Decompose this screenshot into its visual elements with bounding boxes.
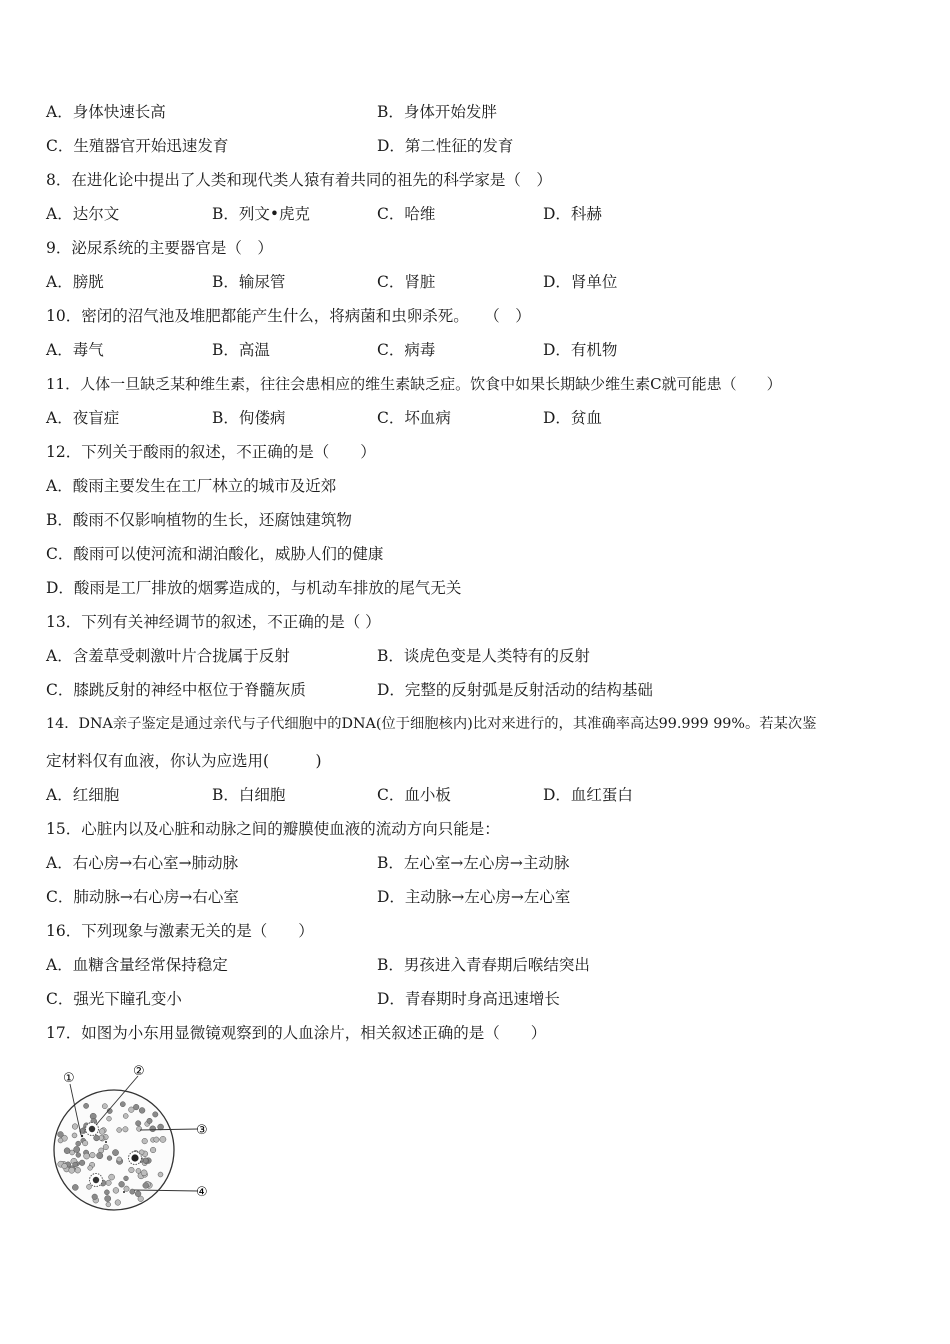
option-d: D．第二性征的发育	[377, 137, 514, 155]
red-blood-cell	[154, 1137, 159, 1142]
option-a: A．毒气	[46, 341, 104, 359]
red-blood-cell	[158, 1124, 164, 1130]
option-d: D．青春期时身高迅速增长	[377, 990, 560, 1008]
red-blood-cell	[117, 1128, 122, 1133]
red-blood-cell	[120, 1102, 125, 1107]
red-blood-cell	[106, 1180, 111, 1185]
red-blood-cell	[129, 1167, 135, 1173]
option-d: D．科赫	[543, 205, 602, 223]
red-blood-cell	[84, 1103, 89, 1108]
white-blood-cell	[90, 1174, 103, 1187]
red-blood-cell	[129, 1107, 135, 1113]
red-blood-cell	[69, 1167, 75, 1173]
question-stem: 17．如图为小东用显微镜观察到的人血涂片，相关叙述正确的是（ ）	[46, 1024, 547, 1042]
question-stem: 12．下列关于酸雨的叙述，不正确的是（ ）	[46, 443, 376, 461]
option-d: D．有机物	[543, 341, 618, 359]
option-c: C．酸雨可以使河流和湖泊酸化，威胁人们的健康	[46, 545, 384, 563]
red-blood-cell	[139, 1108, 145, 1114]
option-a: A．膀胱	[46, 273, 104, 291]
red-blood-cell	[79, 1160, 85, 1166]
option-a: A．达尔文	[46, 205, 120, 223]
red-blood-cell	[153, 1112, 158, 1117]
red-blood-cell	[143, 1183, 149, 1189]
option-b: B．白细胞	[212, 786, 286, 804]
red-blood-cell	[99, 1129, 105, 1135]
red-blood-cell	[137, 1126, 142, 1131]
option-b: B．佝偻病	[212, 409, 286, 427]
option-b: B．谈虎色变是人类特有的反射	[377, 647, 590, 665]
red-blood-cell	[150, 1126, 156, 1132]
red-blood-cell	[72, 1184, 78, 1190]
option-c: C．哈维	[377, 205, 436, 223]
red-blood-cell	[124, 1186, 129, 1191]
red-blood-cell	[72, 1124, 78, 1130]
red-blood-cell	[117, 1157, 122, 1162]
red-blood-cell	[150, 1147, 156, 1153]
question-stem: 13．下列有关神经调节的叙述，不正确的是（ ）	[46, 613, 381, 631]
option-b: B．列文•虎克	[212, 205, 311, 223]
red-blood-cell	[64, 1148, 70, 1154]
label-1: ①	[63, 1071, 75, 1086]
red-blood-cell	[135, 1191, 141, 1197]
option-b: B．输尿管	[212, 273, 286, 291]
red-blood-cell	[104, 1190, 109, 1195]
red-blood-cell	[136, 1168, 141, 1173]
red-blood-cell	[92, 1194, 98, 1200]
red-blood-cell	[115, 1200, 121, 1206]
question-stem: 11．人体一旦缺乏某种维生素，往往会患相应的维生素缺乏症。饮食中如果长期缺少维生素C就可能患（ ）	[46, 375, 782, 393]
option-a: A．含羞草受刺激叶片合拢属于反射	[46, 647, 290, 665]
option-b: B．男孩进入青春期后喉结突出	[377, 956, 590, 974]
option-c: C．膝跳反射的神经中枢位于脊髓灰质	[46, 681, 306, 699]
red-blood-cell	[72, 1133, 77, 1138]
option-d: D．血红蛋白	[543, 786, 633, 804]
red-blood-cell	[84, 1153, 90, 1159]
red-blood-cell	[119, 1181, 125, 1187]
red-blood-cell	[97, 1152, 103, 1158]
red-blood-cell	[74, 1146, 80, 1152]
red-blood-cell	[123, 1114, 128, 1119]
red-blood-cell	[62, 1163, 68, 1169]
red-blood-cell	[90, 1152, 96, 1158]
label-4: ④	[196, 1185, 208, 1200]
option-c: C．肾脏	[377, 273, 436, 291]
option-d: D．完整的反射弧是反射活动的结构基础	[377, 681, 653, 699]
option-c: C．生殖器官开始迅速发育	[46, 137, 229, 155]
option-b: B．高温	[212, 341, 270, 359]
red-blood-cell	[109, 1174, 115, 1180]
option-a: A．夜盲症	[46, 409, 120, 427]
question-stem: 14．DNA亲子鉴定是通过亲代与子代细胞中的DNA(位于细胞核内)比对来进行的，其准确率高达99.999 99%。若某次鉴	[46, 716, 817, 732]
red-blood-cell	[58, 1138, 63, 1143]
question-stem: 10．密闭的沼气池及堆肥都能产生什么，将病菌和虫卵杀死。 （ ）	[46, 307, 531, 325]
red-blood-cell	[76, 1153, 81, 1158]
option-a: A．红细胞	[46, 786, 120, 804]
red-blood-cell	[58, 1132, 64, 1138]
red-blood-cell	[83, 1141, 88, 1146]
option-c: C．血小板	[377, 786, 451, 804]
red-blood-cell	[124, 1176, 129, 1181]
option-c: C．肺动脉→右心房→右心室	[46, 888, 239, 906]
white-blood-cell	[129, 1152, 142, 1165]
option-b: B．酸雨不仅影响植物的生长，还腐蚀建筑物	[46, 511, 352, 529]
label-3: ③	[196, 1123, 208, 1138]
blood-smear-svg	[46, 1062, 216, 1222]
red-blood-cell	[141, 1170, 147, 1176]
red-blood-cell	[106, 1202, 111, 1207]
red-blood-cell	[136, 1121, 141, 1126]
red-blood-cell	[143, 1158, 148, 1163]
red-blood-cell	[142, 1138, 148, 1144]
question-stem: 8．在进化论中提出了人类和现代类人猿有着共同的祖先的科学家是（ ）	[46, 171, 552, 189]
question-stem-continued: 定材料仅有血液，你认为应选用( )	[46, 752, 322, 770]
red-blood-cell	[75, 1167, 81, 1173]
red-blood-cell	[147, 1118, 152, 1123]
red-blood-cell	[107, 1156, 112, 1161]
option-c: C．病毒	[377, 341, 436, 359]
red-blood-cell	[158, 1172, 163, 1177]
option-a: A．右心房→右心室→肺动脉	[46, 854, 239, 872]
red-blood-cell	[94, 1135, 100, 1141]
option-c: C．强光下瞳孔变小	[46, 990, 182, 1008]
question-stem: 15．心脏内以及心脏和动脉之间的瓣膜使血液的流动方向只能是：	[46, 820, 500, 838]
red-blood-cell	[73, 1162, 78, 1167]
red-blood-cell	[88, 1166, 93, 1171]
option-b: B．左心室→左心房→主动脉	[377, 854, 570, 872]
red-blood-cell	[103, 1144, 108, 1149]
option-d: D．主动脉→左心房→左心室	[377, 888, 571, 906]
red-blood-cell	[76, 1141, 81, 1146]
option-d: D．肾单位	[543, 273, 618, 291]
red-blood-cell	[102, 1104, 107, 1109]
option-d: D．酸雨是工厂排放的烟雾造成的，与机动车排放的尾气无关	[46, 579, 462, 597]
label-2: ②	[133, 1064, 145, 1079]
option-a: A．酸雨主要发生在工厂林立的城市及近郊	[46, 477, 337, 495]
option-d: D．贫血	[543, 409, 602, 427]
red-blood-cell	[105, 1196, 111, 1202]
red-blood-cell	[112, 1150, 118, 1156]
red-blood-cell	[87, 1184, 92, 1189]
red-blood-cell	[113, 1188, 119, 1194]
option-c: C．坏血病	[377, 409, 451, 427]
option-a: A．血糖含量经常保持稳定	[46, 956, 228, 974]
blood-smear-figure	[46, 1062, 216, 1222]
red-blood-cell	[107, 1116, 112, 1121]
option-b: B．身体开始发胖	[377, 103, 497, 121]
option-a: A．身体快速长高	[46, 103, 166, 121]
red-blood-cell	[160, 1136, 166, 1142]
question-stem: 9．泌尿系统的主要器官是（ ）	[46, 239, 273, 257]
question-stem: 16．下列现象与激素无关的是（ ）	[46, 922, 314, 940]
red-blood-cell	[123, 1127, 128, 1132]
